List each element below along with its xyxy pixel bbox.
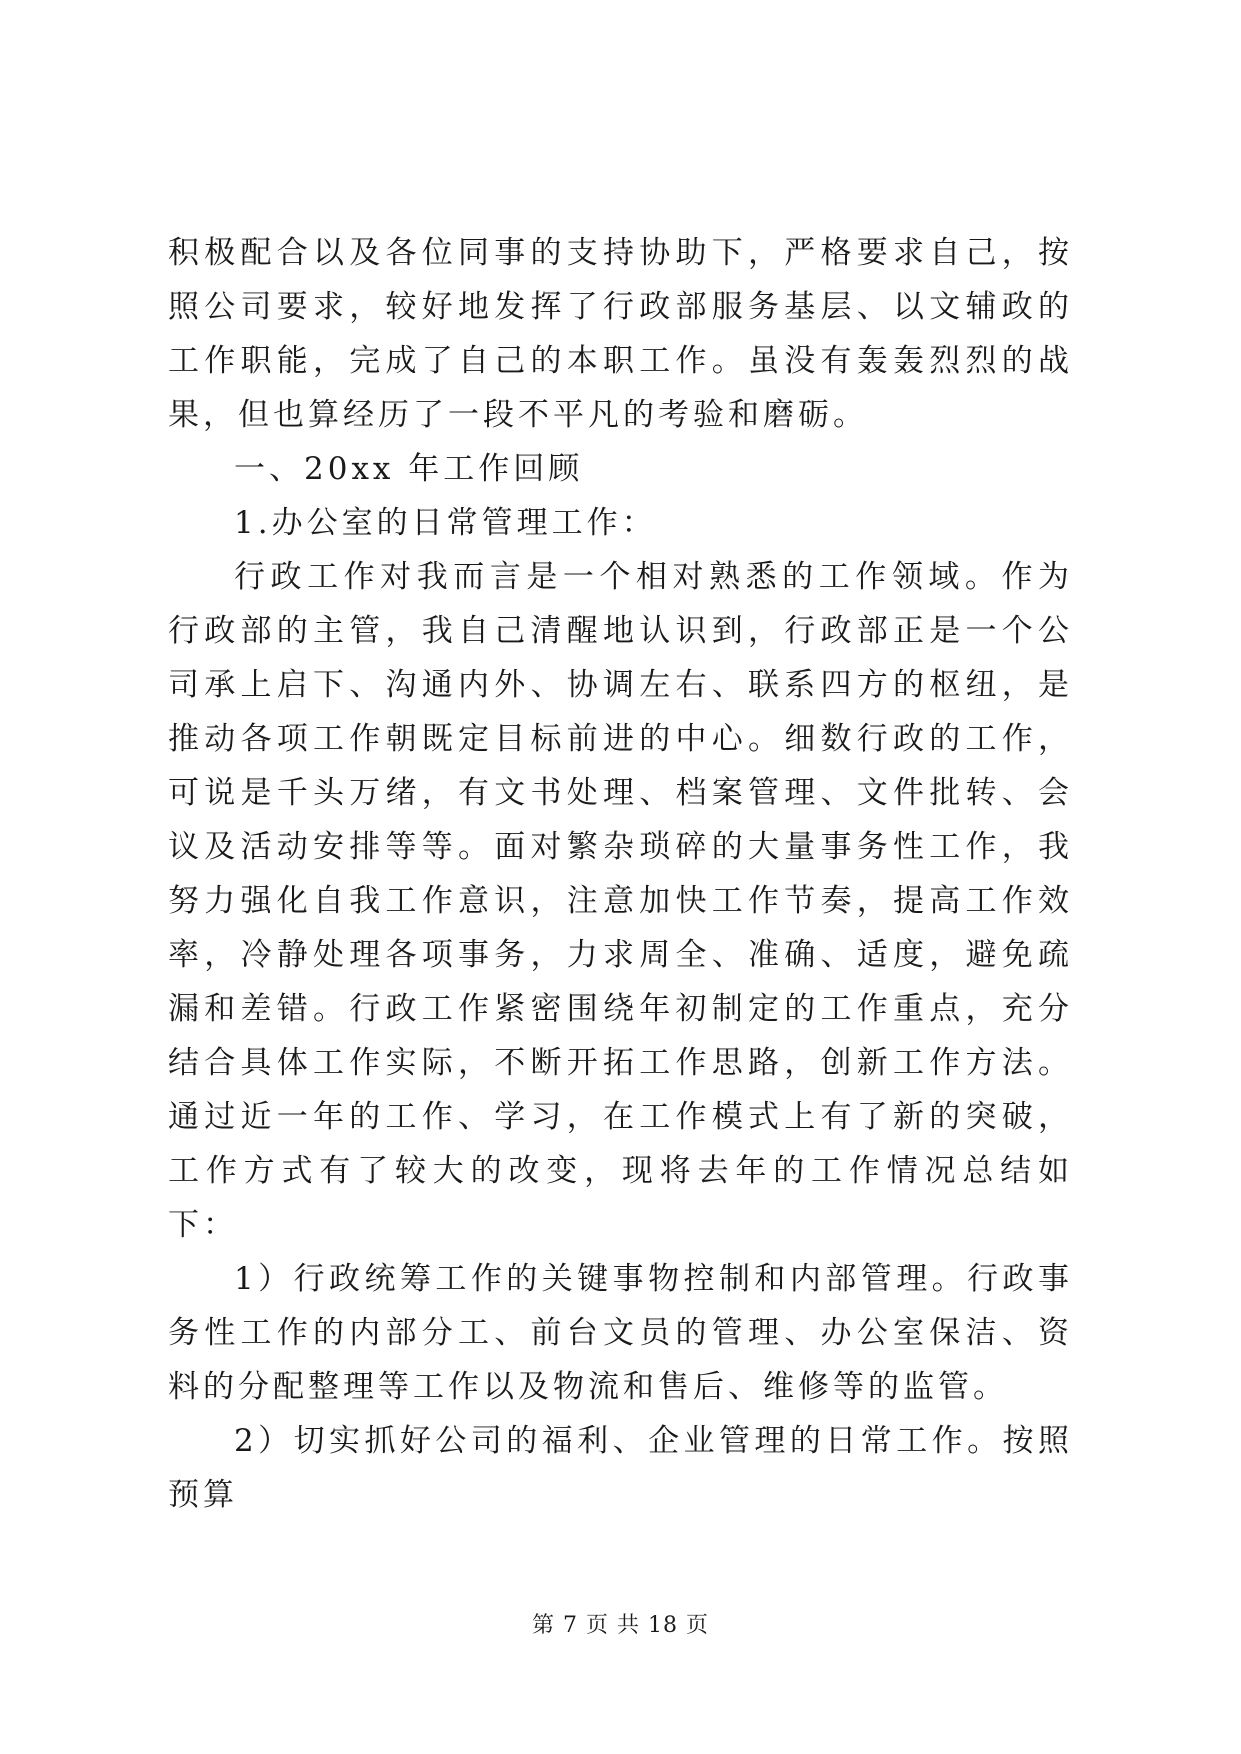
paragraph: 2）切实抓好公司的福利、企业管理的日常工作。按照预算 — [168, 1423, 1073, 1513]
section-heading: 一、20xx 年工作回顾 — [234, 451, 584, 487]
document-body — [168, 226, 1073, 1522]
paragraph: 积极配合以及各位同事的支持协助下，严格要求自己，按照公司要求，较好地发挥了行政部服务基层、以文辅政的工作职能，完成了自己的本职工作。虽没有轰轰烈烈的战果，但也算经历了一段不平凡的考验和磨砺。 — [168, 235, 1073, 433]
paragraph: 行政工作对我而言是一个相对熟悉的工作领域。作为行政部的主管，我自己清醒地认识到，行政部正是一个公司承上启下、沟通内外、协调左右、联系四方的枢纽，是推动各项工作朝既定目标前进的中心。细数行政的工作，可说是千头万绪，有文书处理、档案管理、文件批转、会议及活动安排等等。面对繁杂琐碎的大量事务性工作，我努力强化自我工作意识，注意加快工作节奏，提高工作效率，冷静处理各项事务，力求周全、准确、适度，避免疏漏和差错。行政工作紧密围绕年初制定的工作重点，充分结合具体工作实际，不断开拓工作思路，创新工作方法。通过近一年的工作、学习，在工作模式上有了新的突破，工作方式有了较大的改变，现将去年的工作情况总结如下： — [168, 559, 1073, 1243]
paragraph: 1）行政统筹工作的关键事物控制和内部管理。行政事务性工作的内部分工、前台文员的管理、办公室保洁、资料的分配整理等工作以及物流和售后、维修等的监管。 — [168, 1261, 1073, 1405]
page-number: 第 7 页 共 18 页 — [532, 1613, 709, 1638]
subsection-heading: 1.办公室的日常管理工作： — [234, 505, 657, 541]
